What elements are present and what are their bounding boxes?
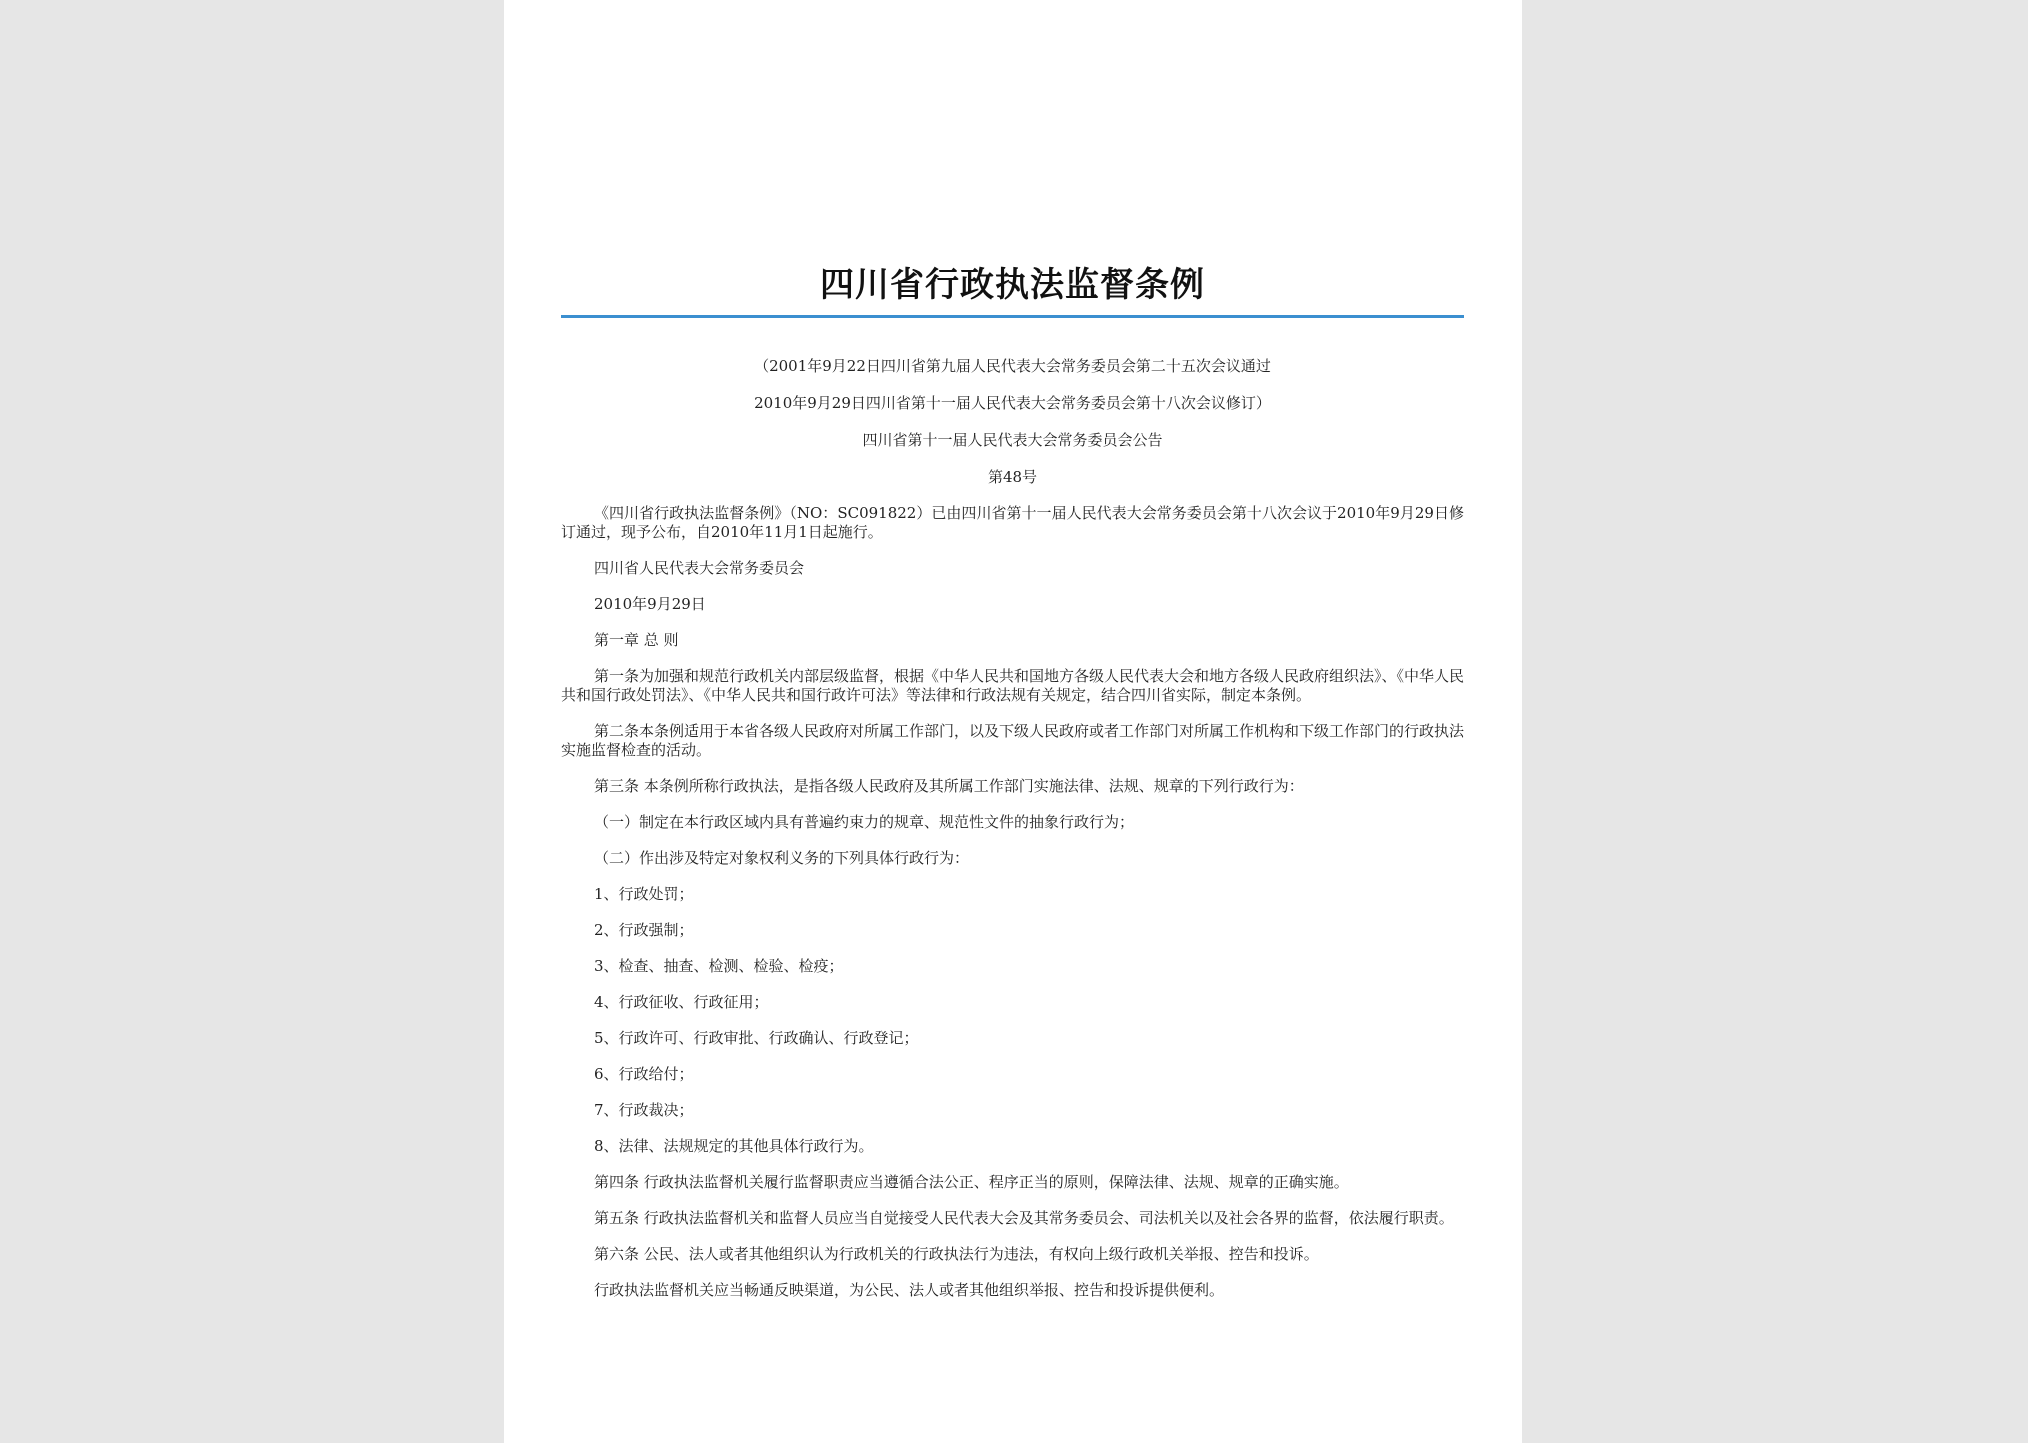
adoption-note-line-1: （2001年9月22日四川省第九届人民代表大会常务委员会第二十五次会议通过	[754, 357, 1271, 375]
document-page	[504, 0, 1522, 1443]
list-item: 8、法律、法规规定的其他具体行政行为。	[594, 1137, 874, 1155]
document-content	[561, 262, 1464, 1317]
document-title: 四川省行政执法监督条例	[820, 265, 1205, 305]
article-6-paragraph-2: 行政执法监督机关应当畅通反映渠道，为公民、法人或者其他组织举报、控告和投诉提供便利。	[594, 1281, 1225, 1299]
document-header-block	[561, 356, 1464, 487]
article-4: 第四条 行政执法监督机关履行监督职责应当遵循合法公正、程序正当的原则，保障法律、法规、规章的正确实施。	[594, 1173, 1349, 1191]
announcement-issuer: 四川省第十一届人民代表大会常务委员会公告	[862, 431, 1163, 449]
article-2: 第二条本条例适用于本省各级人民政府对所属工作部门，以及下级人民政府或者工作部门对所属工作机构和下级工作部门的行政执法实施监督检查的活动。	[561, 722, 1465, 759]
list-item: 4、行政征收、行政征用；	[594, 993, 769, 1011]
list-item: 5、行政许可、行政审批、行政确认、行政登记；	[594, 1029, 919, 1047]
article-5: 第五条 行政执法监督机关和监督人员应当自觉接受人民代表大会及其常务委员会、司法机关以及社会各界的监督，依法履行职责。	[594, 1209, 1454, 1227]
article-3-clause-1: （一）制定在本行政区域内具有普遍约束力的规章、规范性文件的抽象行政行为；	[594, 813, 1135, 831]
chapter-heading: 第一章 总 则	[594, 631, 679, 649]
signing-date: 2010年9月29日	[594, 595, 706, 613]
list-item: 2、行政强制；	[594, 921, 694, 939]
list-item: 6、行政给付；	[594, 1065, 694, 1083]
article-3-clause-2: （二）作出涉及特定对象权利义务的下列具体行政行为：	[594, 849, 970, 867]
article-3: 第三条 本条例所称行政执法，是指各级人民政府及其所属工作部门实施法律、法规、规章的下列行政行为：	[594, 777, 1304, 795]
announcement-paragraph: 《四川省行政执法监督条例》（NO：SC091822）已由四川省第十一届人民代表大会常务委员会第十八次会议于2010年9月29日修订通过，现予公布，自2010年11月1日起施行。	[561, 504, 1464, 541]
adoption-note-line-2: 2010年9月29日四川省第十一届人民代表大会常务委员会第十八次会议修订）	[754, 394, 1271, 412]
list-item: 3、检查、抽查、检测、检验、检疫；	[594, 957, 844, 975]
announcement-number: 第48号	[987, 468, 1038, 486]
signing-authority: 四川省人民代表大会常务委员会	[594, 559, 805, 577]
article-6: 第六条 公民、法人或者其他组织认为行政机关的行政执法行为违法，有权向上级行政机关举报、控告和投诉。	[594, 1245, 1319, 1263]
article-1: 第一条为加强和规范行政机关内部层级监督，根据《中华人民共和国地方各级人民代表大会和地方各级人民政府组织法》、《中华人民共和国行政处罚法》、《中华人民共和国行政许可法》等法律和行政法规有关规定，结合四川省实际，制定本条例。	[561, 667, 1465, 704]
document-body	[561, 504, 1464, 1300]
title-divider	[561, 315, 1464, 318]
list-item: 7、行政裁决；	[594, 1101, 694, 1119]
list-item: 1、行政处罚；	[594, 885, 694, 903]
